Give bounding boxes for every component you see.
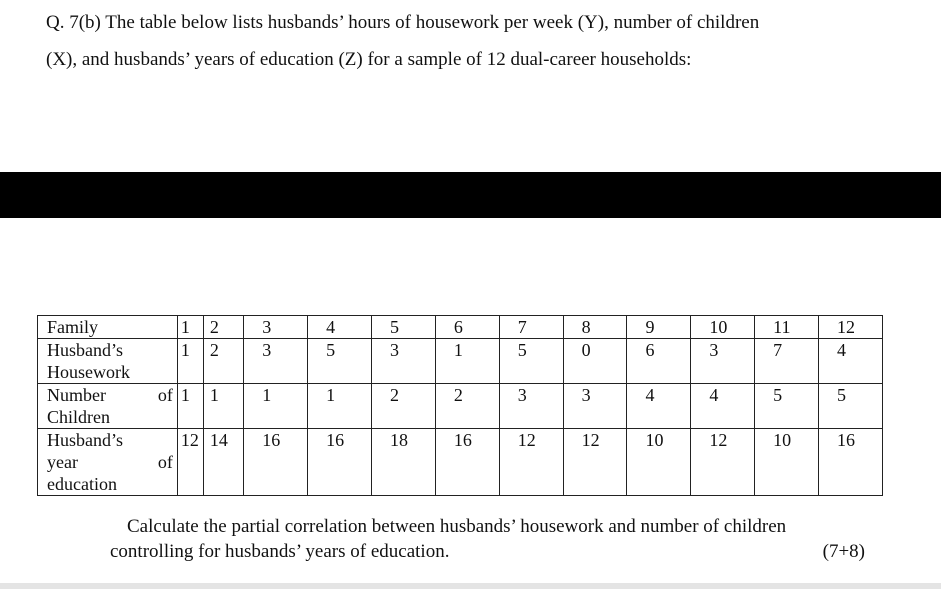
table-row-education [38, 429, 883, 496]
table-cell: 3 [563, 384, 627, 429]
table-cell: 4 [819, 339, 883, 384]
table-cell: 1 [308, 384, 372, 429]
table-cell: 7 [755, 339, 819, 384]
table-cell: 16 [435, 429, 499, 496]
data-table [37, 315, 883, 496]
table-cell: 1 [435, 339, 499, 384]
table-cell: 5 [308, 339, 372, 384]
table-row-children [38, 384, 883, 429]
table-cell: 3 [244, 339, 308, 384]
table-cell: 3 [372, 339, 436, 384]
table-cell: 2 [372, 384, 436, 429]
table-cell: 12 [691, 429, 755, 496]
table-cell: 2 [203, 316, 243, 339]
instruction-text [110, 514, 875, 564]
table-cell: 0 [563, 339, 627, 384]
table-cell: 16 [819, 429, 883, 496]
table-cell: 5 [499, 339, 563, 384]
row-header-education: Husband’s year of education [38, 429, 178, 496]
instruction-line-1: Calculate the partial correlation between husbands’ housework and number of children [127, 516, 787, 537]
question-line-2: (X), and husbands’ years of education (Z) for a sample of 12 dual-career households: [46, 49, 692, 70]
table-cell: 3 [244, 316, 308, 339]
table-cell: 16 [244, 429, 308, 496]
table-cell: 10 [627, 429, 691, 496]
instruction-line-2: controlling for husbands’ years of education. [110, 541, 450, 562]
table-cell: 2 [203, 339, 243, 384]
row-header-family: Family [38, 316, 178, 339]
table-cell: 18 [372, 429, 436, 496]
table-cell: 3 [499, 384, 563, 429]
question-text [46, 4, 926, 78]
table-cell: 1 [177, 339, 203, 384]
table-cell: 3 [691, 339, 755, 384]
table-cell: 5 [372, 316, 436, 339]
table-cell: 4 [691, 384, 755, 429]
table-cell: 2 [435, 384, 499, 429]
table-cell: 1 [177, 384, 203, 429]
table-cell: 9 [627, 316, 691, 339]
table-cell: 5 [755, 384, 819, 429]
table-cell: 6 [627, 339, 691, 384]
table-cell: 12 [563, 429, 627, 496]
table-cell: 7 [499, 316, 563, 339]
question-line-1: Q. 7(b) The table below lists husbands’ hours of housework per week (Y), number of children [46, 12, 760, 33]
table-row-housework [38, 339, 883, 384]
table-cell: 14 [203, 429, 243, 496]
table-cell: 1 [177, 316, 203, 339]
redaction-band [0, 172, 941, 218]
table-cell: 1 [203, 384, 243, 429]
table-cell: 11 [755, 316, 819, 339]
table-cell: 16 [308, 429, 372, 496]
row-header-children: Number of Children [38, 384, 178, 429]
table-cell: 10 [755, 429, 819, 496]
page-bottom-bar [0, 583, 941, 589]
table-cell: 4 [627, 384, 691, 429]
table-cell: 10 [691, 316, 755, 339]
table-row-family [38, 316, 883, 339]
table-cell: 6 [435, 316, 499, 339]
table-cell: 5 [819, 384, 883, 429]
row-header-housework: Husband’s Housework [38, 339, 178, 384]
table-cell: 1 [244, 384, 308, 429]
table-cell: 12 [819, 316, 883, 339]
table-cell: 12 [177, 429, 203, 496]
table-cell: 12 [499, 429, 563, 496]
table-cell: 8 [563, 316, 627, 339]
table-cell: 4 [308, 316, 372, 339]
marks-label: (7+8) [822, 541, 865, 562]
